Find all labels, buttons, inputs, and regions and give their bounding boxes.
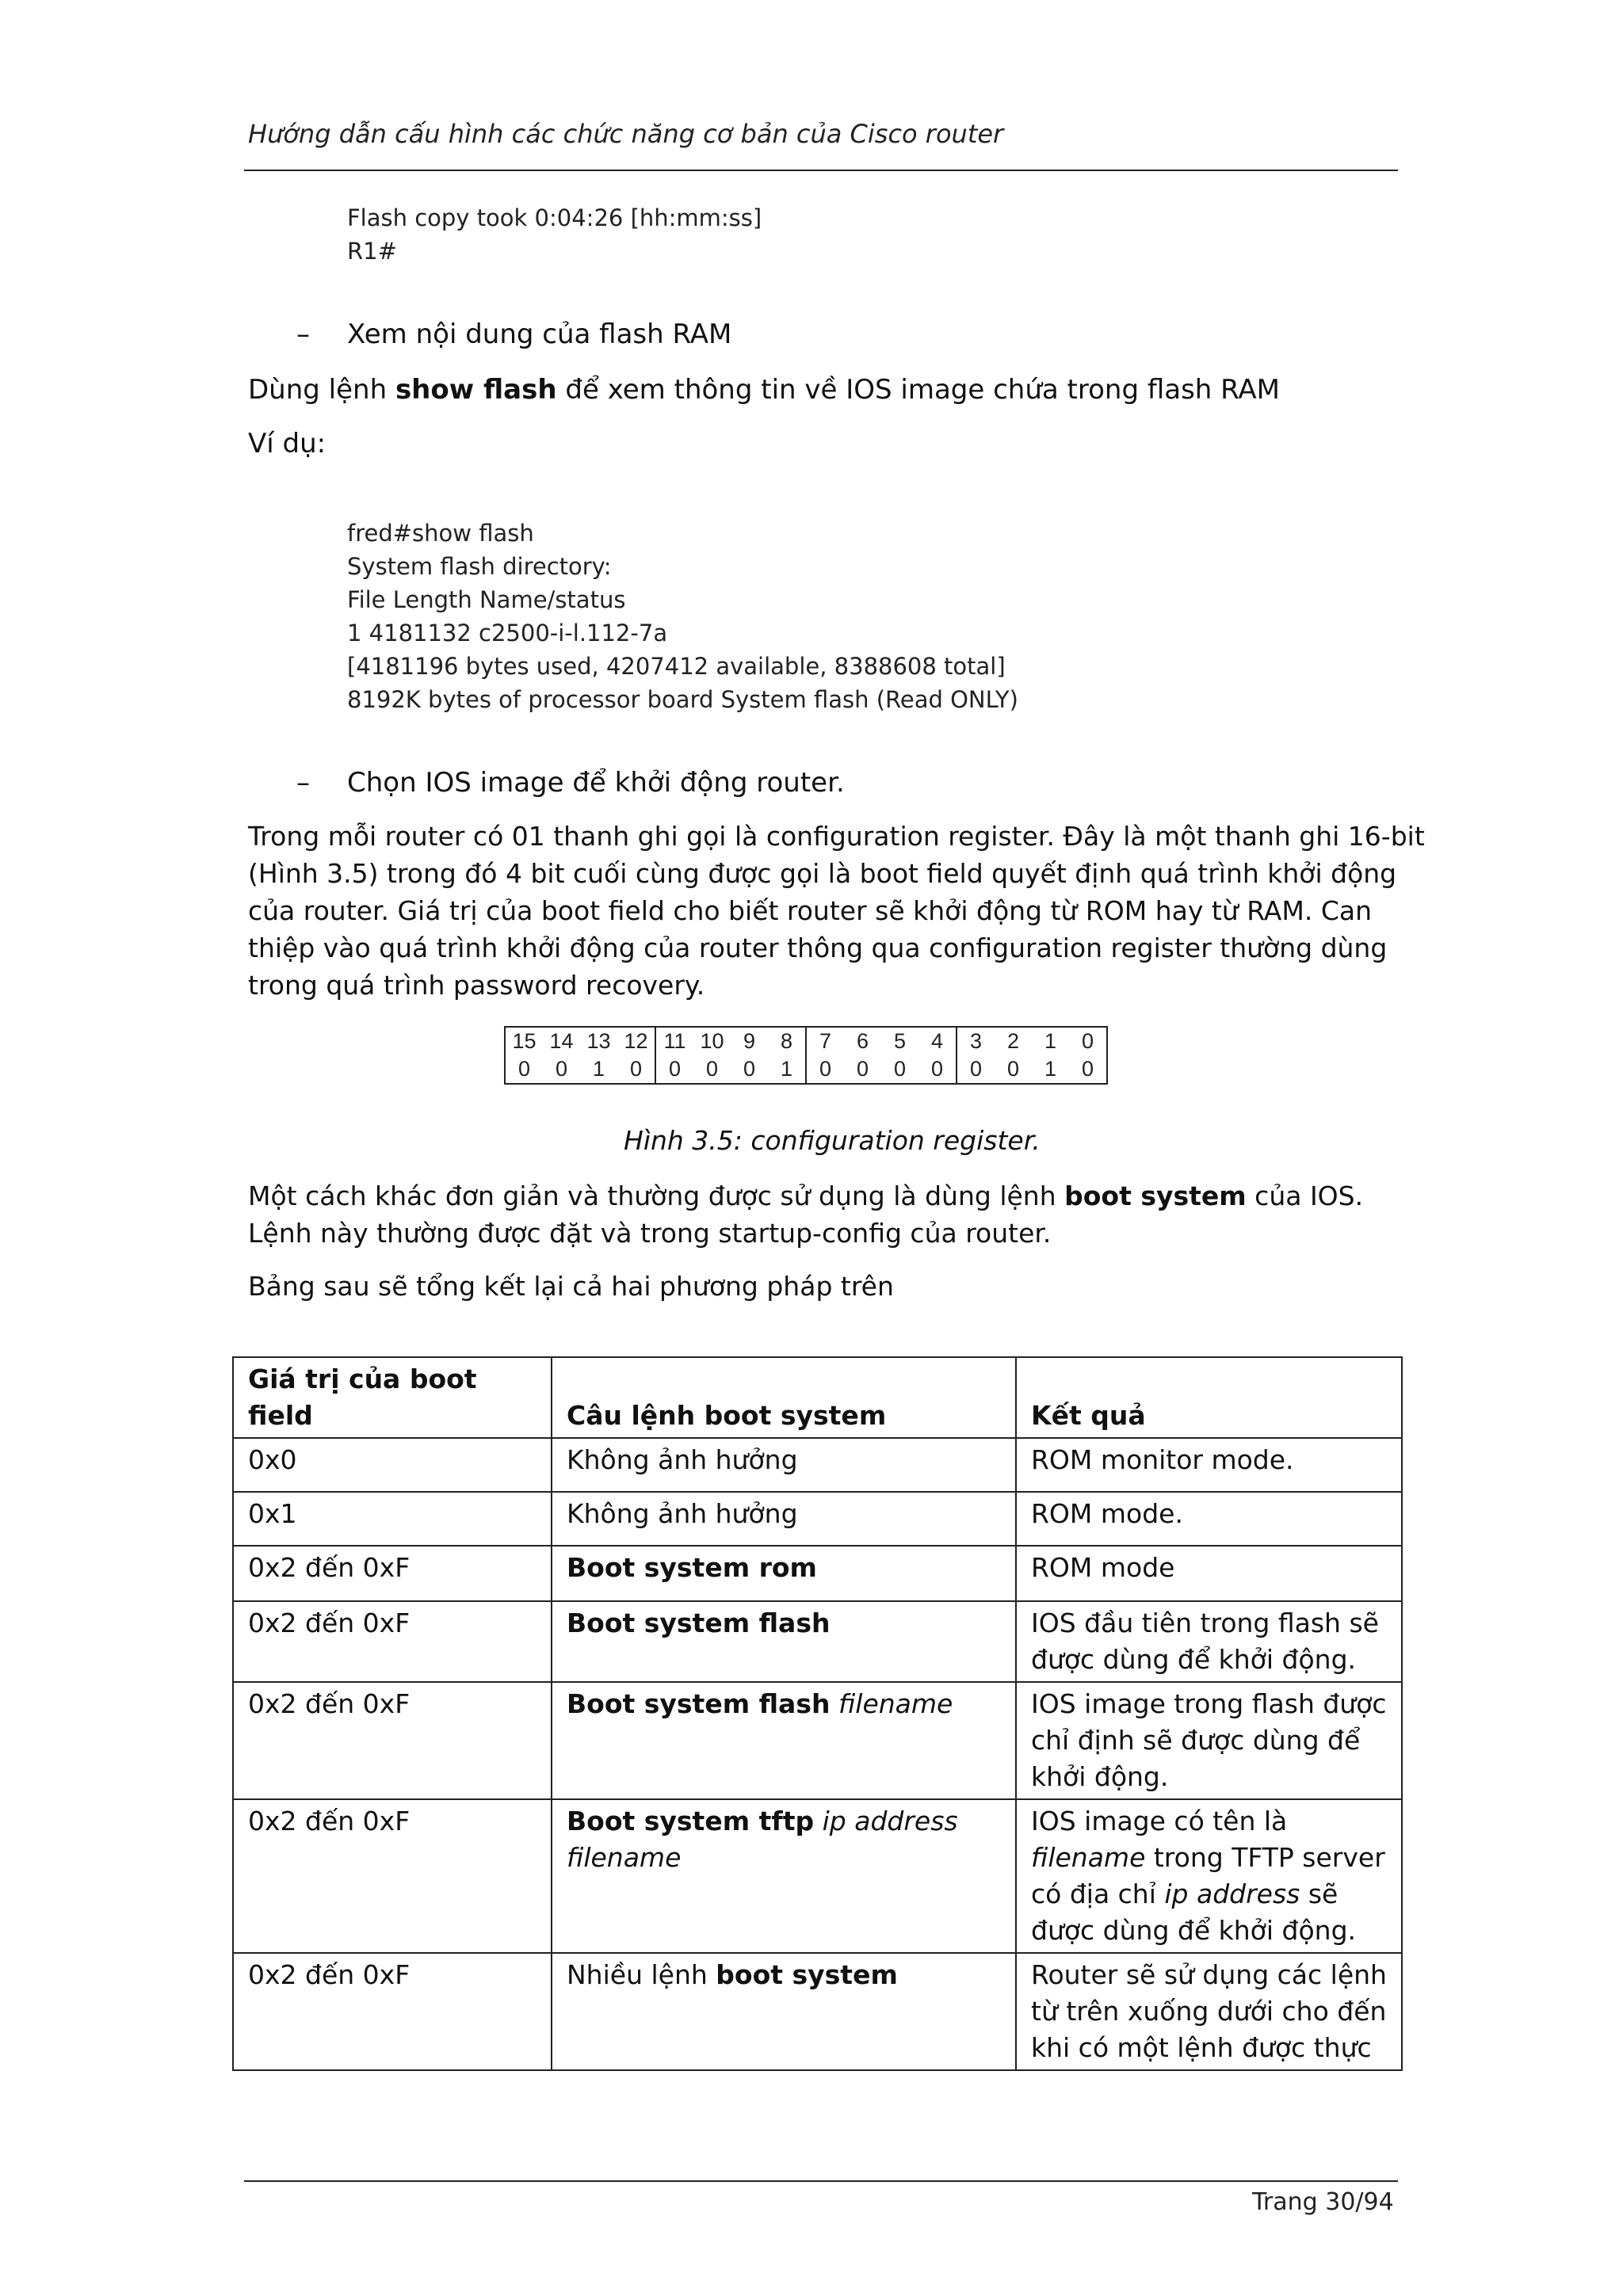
command-text: Boot system tftp (567, 1806, 815, 1836)
example-label: Ví dụ: (248, 428, 327, 460)
result-arg: filename (1031, 1842, 1146, 1873)
bit-number: 2 (995, 1027, 1032, 1055)
figure-caption: Hình 3.5: configuration register. (624, 1125, 1041, 1156)
table-row (233, 1799, 1402, 1953)
result-line: được dùng để khởi động. (1031, 1915, 1357, 1946)
code-line: System flash directory: (347, 553, 612, 580)
bit-value: 0 (505, 1055, 543, 1084)
text-run: sẽ (1300, 1878, 1338, 1909)
cell-result (1016, 1953, 1402, 2070)
cell-command: Không ảnh hưởng (552, 1492, 1016, 1546)
boot-methods-table (232, 1356, 1403, 2071)
bit-number: 11 (655, 1027, 693, 1055)
bit-number: 15 (505, 1027, 543, 1055)
cell-boot-field: 0x2 đến 0xF (233, 1953, 552, 2070)
bit-number: 14 (543, 1027, 580, 1055)
cell-command (552, 1546, 1016, 1601)
startup-config-line: Lệnh này thường được đặt và trong startup-config của router. (248, 1218, 1052, 1249)
paragraph-line: (Hình 3.5) trong đó 4 bit cuối cùng được gọi là boot field quyết định quá trình khởi động (248, 858, 1397, 889)
register-bit-numbers (505, 1027, 1107, 1055)
cell-command (552, 1799, 1016, 1953)
code-line: 1 4181132 c2500-i-l.112-7a (347, 620, 668, 646)
cell-result (1016, 1682, 1402, 1799)
code-line: 8192K bytes of processor board System flash (Read ONLY) (347, 686, 1018, 713)
command-show-flash: show flash (395, 374, 557, 406)
bit-number: 10 (693, 1027, 731, 1055)
text-run: để xem thông tin về IOS image chứa trong flash RAM (556, 374, 1280, 406)
header-boot-field (233, 1357, 552, 1438)
bit-value: 0 (957, 1055, 995, 1084)
cell-result: ROM mode (1016, 1546, 1402, 1601)
code-line: fred#show flash (347, 520, 534, 547)
cell-boot-field: 0x2 đến 0xF (233, 1601, 552, 1682)
paragraph-line: trong quá trình password recovery. (248, 970, 705, 1001)
bit-value: 0 (617, 1055, 655, 1084)
page-header-title: Hướng dẫn cấu hình các chức năng cơ bản của Cisco router (248, 119, 1004, 149)
command-line (567, 1803, 1001, 1840)
bit-number: 3 (957, 1027, 995, 1055)
bit-value: 0 (918, 1055, 957, 1084)
cell-boot-field: 0x2 đến 0xF (233, 1799, 552, 1953)
cell-command (552, 1682, 1016, 1799)
command-arg: ip address (822, 1806, 958, 1836)
result-line: IOS image có tên là (1031, 1806, 1288, 1836)
bit-number: 6 (844, 1027, 881, 1055)
command-text: boot system (716, 1959, 898, 1990)
bit-number: 12 (617, 1027, 655, 1055)
cell-boot-field: 0x2 đến 0xF (233, 1546, 552, 1601)
cell-command (552, 1601, 1016, 1682)
register-bit-values (505, 1055, 1107, 1084)
bit-number: 0 (1069, 1027, 1107, 1055)
bit-number: 9 (731, 1027, 768, 1055)
text-run: Dùng lệnh (248, 374, 395, 406)
cell-command (552, 1953, 1016, 2070)
table-row (233, 1682, 1402, 1799)
cell-result: ROM monitor mode. (1016, 1438, 1402, 1492)
bullet-dash: – (296, 767, 310, 799)
bit-value: 0 (806, 1055, 844, 1084)
result-line: khởi động. (1031, 1761, 1169, 1792)
cell-command: Không ảnh hưởng (552, 1438, 1016, 1492)
bit-number: 5 (881, 1027, 918, 1055)
result-line: IOS image trong flash được (1031, 1688, 1387, 1719)
result-line: từ trên xuống dưới cho đến (1031, 1996, 1387, 2027)
text-run: Một cách khác đơn giản và thường được sử dụng là dùng lệnh (248, 1180, 1065, 1211)
bit-value: 0 (844, 1055, 881, 1084)
table-header-row (233, 1357, 1402, 1438)
cell-result (1016, 1799, 1402, 1953)
bit-number: 13 (580, 1027, 617, 1055)
footer-rule (244, 2180, 1398, 2182)
result-line: IOS đầu tiên trong flash sẽ (1031, 1608, 1379, 1638)
bit-number: 7 (806, 1027, 844, 1055)
paragraph-line: thiệp vào quá trình khởi động của router thông qua configuration register thường dùng (248, 933, 1388, 963)
bit-number: 8 (768, 1027, 806, 1055)
code-block-flash-copy (347, 201, 762, 268)
result-line: Router sẽ sử dụng các lệnh (1031, 1959, 1387, 1990)
result-line: khi có một lệnh được thực (1031, 2032, 1372, 2063)
table-row (233, 1438, 1402, 1492)
bit-value: 0 (543, 1055, 580, 1084)
result-line (1031, 1840, 1387, 1876)
bit-number: 1 (1032, 1027, 1069, 1055)
boot-system-line (248, 1180, 1363, 1211)
result-line: chỉ định sẽ được dùng để (1031, 1725, 1361, 1756)
result-arg: ip address (1164, 1878, 1300, 1909)
bit-value: 1 (580, 1055, 617, 1084)
bullet-dash: – (296, 318, 310, 350)
bullet-view-flash: Xem nội dung của flash RAM (347, 318, 732, 350)
code-block-show-flash (347, 517, 1018, 716)
bit-value: 0 (655, 1055, 693, 1084)
bit-value: 0 (995, 1055, 1032, 1084)
text-run: trong TFTP server (1145, 1842, 1385, 1873)
bit-number: 4 (918, 1027, 957, 1055)
bit-value: 0 (731, 1055, 768, 1084)
table-row (233, 1546, 1402, 1601)
show-flash-line (248, 374, 1280, 406)
code-line: File Length Name/status (347, 586, 626, 613)
code-line: R1# (347, 238, 397, 265)
command-text: Boot system flash (567, 1688, 831, 1719)
table-intro-line: Bảng sau sẽ tổng kết lại cả hai phương pháp trên (248, 1271, 894, 1302)
bit-value: 1 (1032, 1055, 1069, 1084)
command-arg: filename (567, 1842, 682, 1873)
header-text: Câu lệnh boot system (567, 1400, 887, 1431)
configuration-register-figure (504, 1026, 1108, 1085)
bit-value: 0 (1069, 1055, 1107, 1084)
paragraph-line: của router. Giá trị của boot field cho biết router sẽ khởi động từ ROM hay từ RAM. Can (248, 895, 1373, 926)
text-run: của IOS. (1246, 1180, 1364, 1211)
config-register-paragraph (248, 818, 1425, 1004)
header-boot-command (552, 1357, 1016, 1438)
code-line: Flash copy took 0:04:26 [hh:mm:ss] (347, 204, 762, 231)
page-number: Trang 30/94 (1252, 2188, 1394, 2216)
cell-result (1016, 1601, 1402, 1682)
cell-boot-field: 0x2 đến 0xF (233, 1682, 552, 1799)
header-text: Kết quả (1031, 1400, 1146, 1431)
bullet-choose-ios: Chọn IOS image để khởi động router. (347, 767, 845, 799)
bit-value: 0 (693, 1055, 731, 1084)
header-result (1016, 1357, 1402, 1438)
command-text: Boot system flash (567, 1608, 831, 1638)
command-boot-system: boot system (1064, 1180, 1247, 1211)
command-arg: filename (838, 1688, 953, 1719)
table-row (233, 1492, 1402, 1546)
bit-value: 1 (768, 1055, 806, 1084)
header-text: Giá trị của boot field (248, 1363, 477, 1431)
text-run: Nhiều lệnh (567, 1959, 716, 1990)
table-row (233, 1953, 1402, 2070)
bit-value: 0 (881, 1055, 918, 1084)
result-line (1031, 1876, 1387, 1913)
text-run: có địa chỉ (1031, 1878, 1165, 1909)
cell-boot-field: 0x1 (233, 1492, 552, 1546)
cell-result: ROM mode. (1016, 1492, 1402, 1546)
paragraph-line: Trong mỗi router có 01 thanh ghi gọi là configuration register. Đây là một thanh ghi 16-bit (248, 821, 1425, 852)
command-text: Boot system rom (567, 1552, 817, 1583)
result-line: được dùng để khởi động. (1031, 1644, 1357, 1675)
header-rule (244, 170, 1398, 171)
code-line: [4181196 bytes used, 4207412 available, 8388608 total] (347, 653, 1006, 680)
cell-boot-field: 0x0 (233, 1438, 552, 1492)
table-row (233, 1601, 1402, 1682)
